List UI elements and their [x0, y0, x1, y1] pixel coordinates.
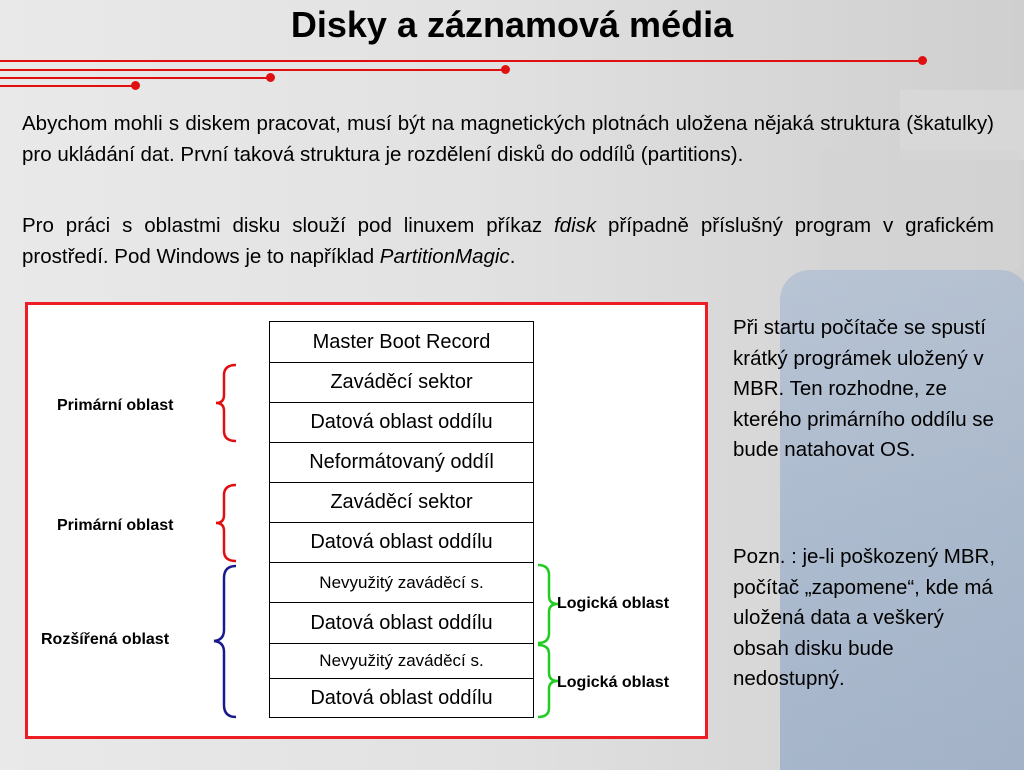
- decor-line: [0, 85, 135, 87]
- decor-line: [0, 60, 922, 62]
- mbr-explanation: Při startu počítače se spustí krátký prográmek uložený v MBR. Ten rozhodne, ze kterého primárního oddílu se bude natahovat OS.: [733, 316, 994, 461]
- cell-data-area: Datová oblast oddílu: [269, 402, 534, 443]
- decor-dot: [918, 56, 927, 65]
- label-logical-region: Logická oblast: [557, 595, 670, 612]
- text-span: .: [509, 245, 516, 268]
- command-fdisk: fdisk: [553, 214, 597, 237]
- decor-line: [0, 77, 270, 79]
- partition-diagram: [25, 302, 708, 739]
- primary-brace: [214, 483, 238, 563]
- slide-title: Disky a záznamová média: [290, 4, 734, 45]
- cell-data-area: Datová oblast oddílu: [269, 602, 534, 644]
- text-span: Pro práci s oblastmi disku slouží pod linuxem příkaz: [22, 214, 554, 237]
- intro-paragraph-fdisk: [22, 210, 994, 272]
- cell-mbr: Master Boot Record: [269, 321, 534, 363]
- cell-unused-boot-sector: Nevyužitý zaváděcí s.: [269, 643, 534, 679]
- primary-brace: [214, 363, 238, 443]
- cell-unused-boot-sector: Nevyužitý zaváděcí s.: [269, 562, 534, 603]
- decor-line: [0, 69, 505, 71]
- program-partitionmagic: PartitionMagic: [379, 245, 510, 268]
- label-primary-region: Primární oblast: [57, 397, 174, 414]
- cell-data-area: Datová oblast oddílu: [269, 522, 534, 563]
- decor-dot: [131, 81, 140, 90]
- label-primary-region: Primární oblast: [57, 517, 174, 534]
- intro-paragraph: Abychom mohli s diskem pracovat, musí být na magnetických plotnách uložena nějaká struktura (škatulky) pro ukládání dat. První taková struktura je rozdělení disků do oddílů (partitions).: [22, 112, 994, 166]
- cell-unformatted: Neformátovaný oddíl: [269, 442, 534, 483]
- decor-dot: [266, 73, 275, 82]
- cell-boot-sector: Zaváděcí sektor: [269, 482, 534, 523]
- cell-data-area: Datová oblast oddílu: [269, 678, 534, 718]
- decor-dot: [501, 65, 510, 74]
- label-extended-region: Rozšířená oblast: [41, 631, 170, 648]
- extended-brace: [212, 564, 238, 719]
- text-span: případně příslušný program v grafickém prostředí. Pod Windows je to například: [22, 214, 994, 268]
- cell-boot-sector: Zaváděcí sektor: [269, 362, 534, 403]
- label-logical-region: Logická oblast: [557, 674, 670, 691]
- mbr-note: Pozn. : je-li poškozený MBR, počítač „zapomene“, kde má uložená data a veškerý obsah disku bude nedostupný.: [733, 545, 996, 690]
